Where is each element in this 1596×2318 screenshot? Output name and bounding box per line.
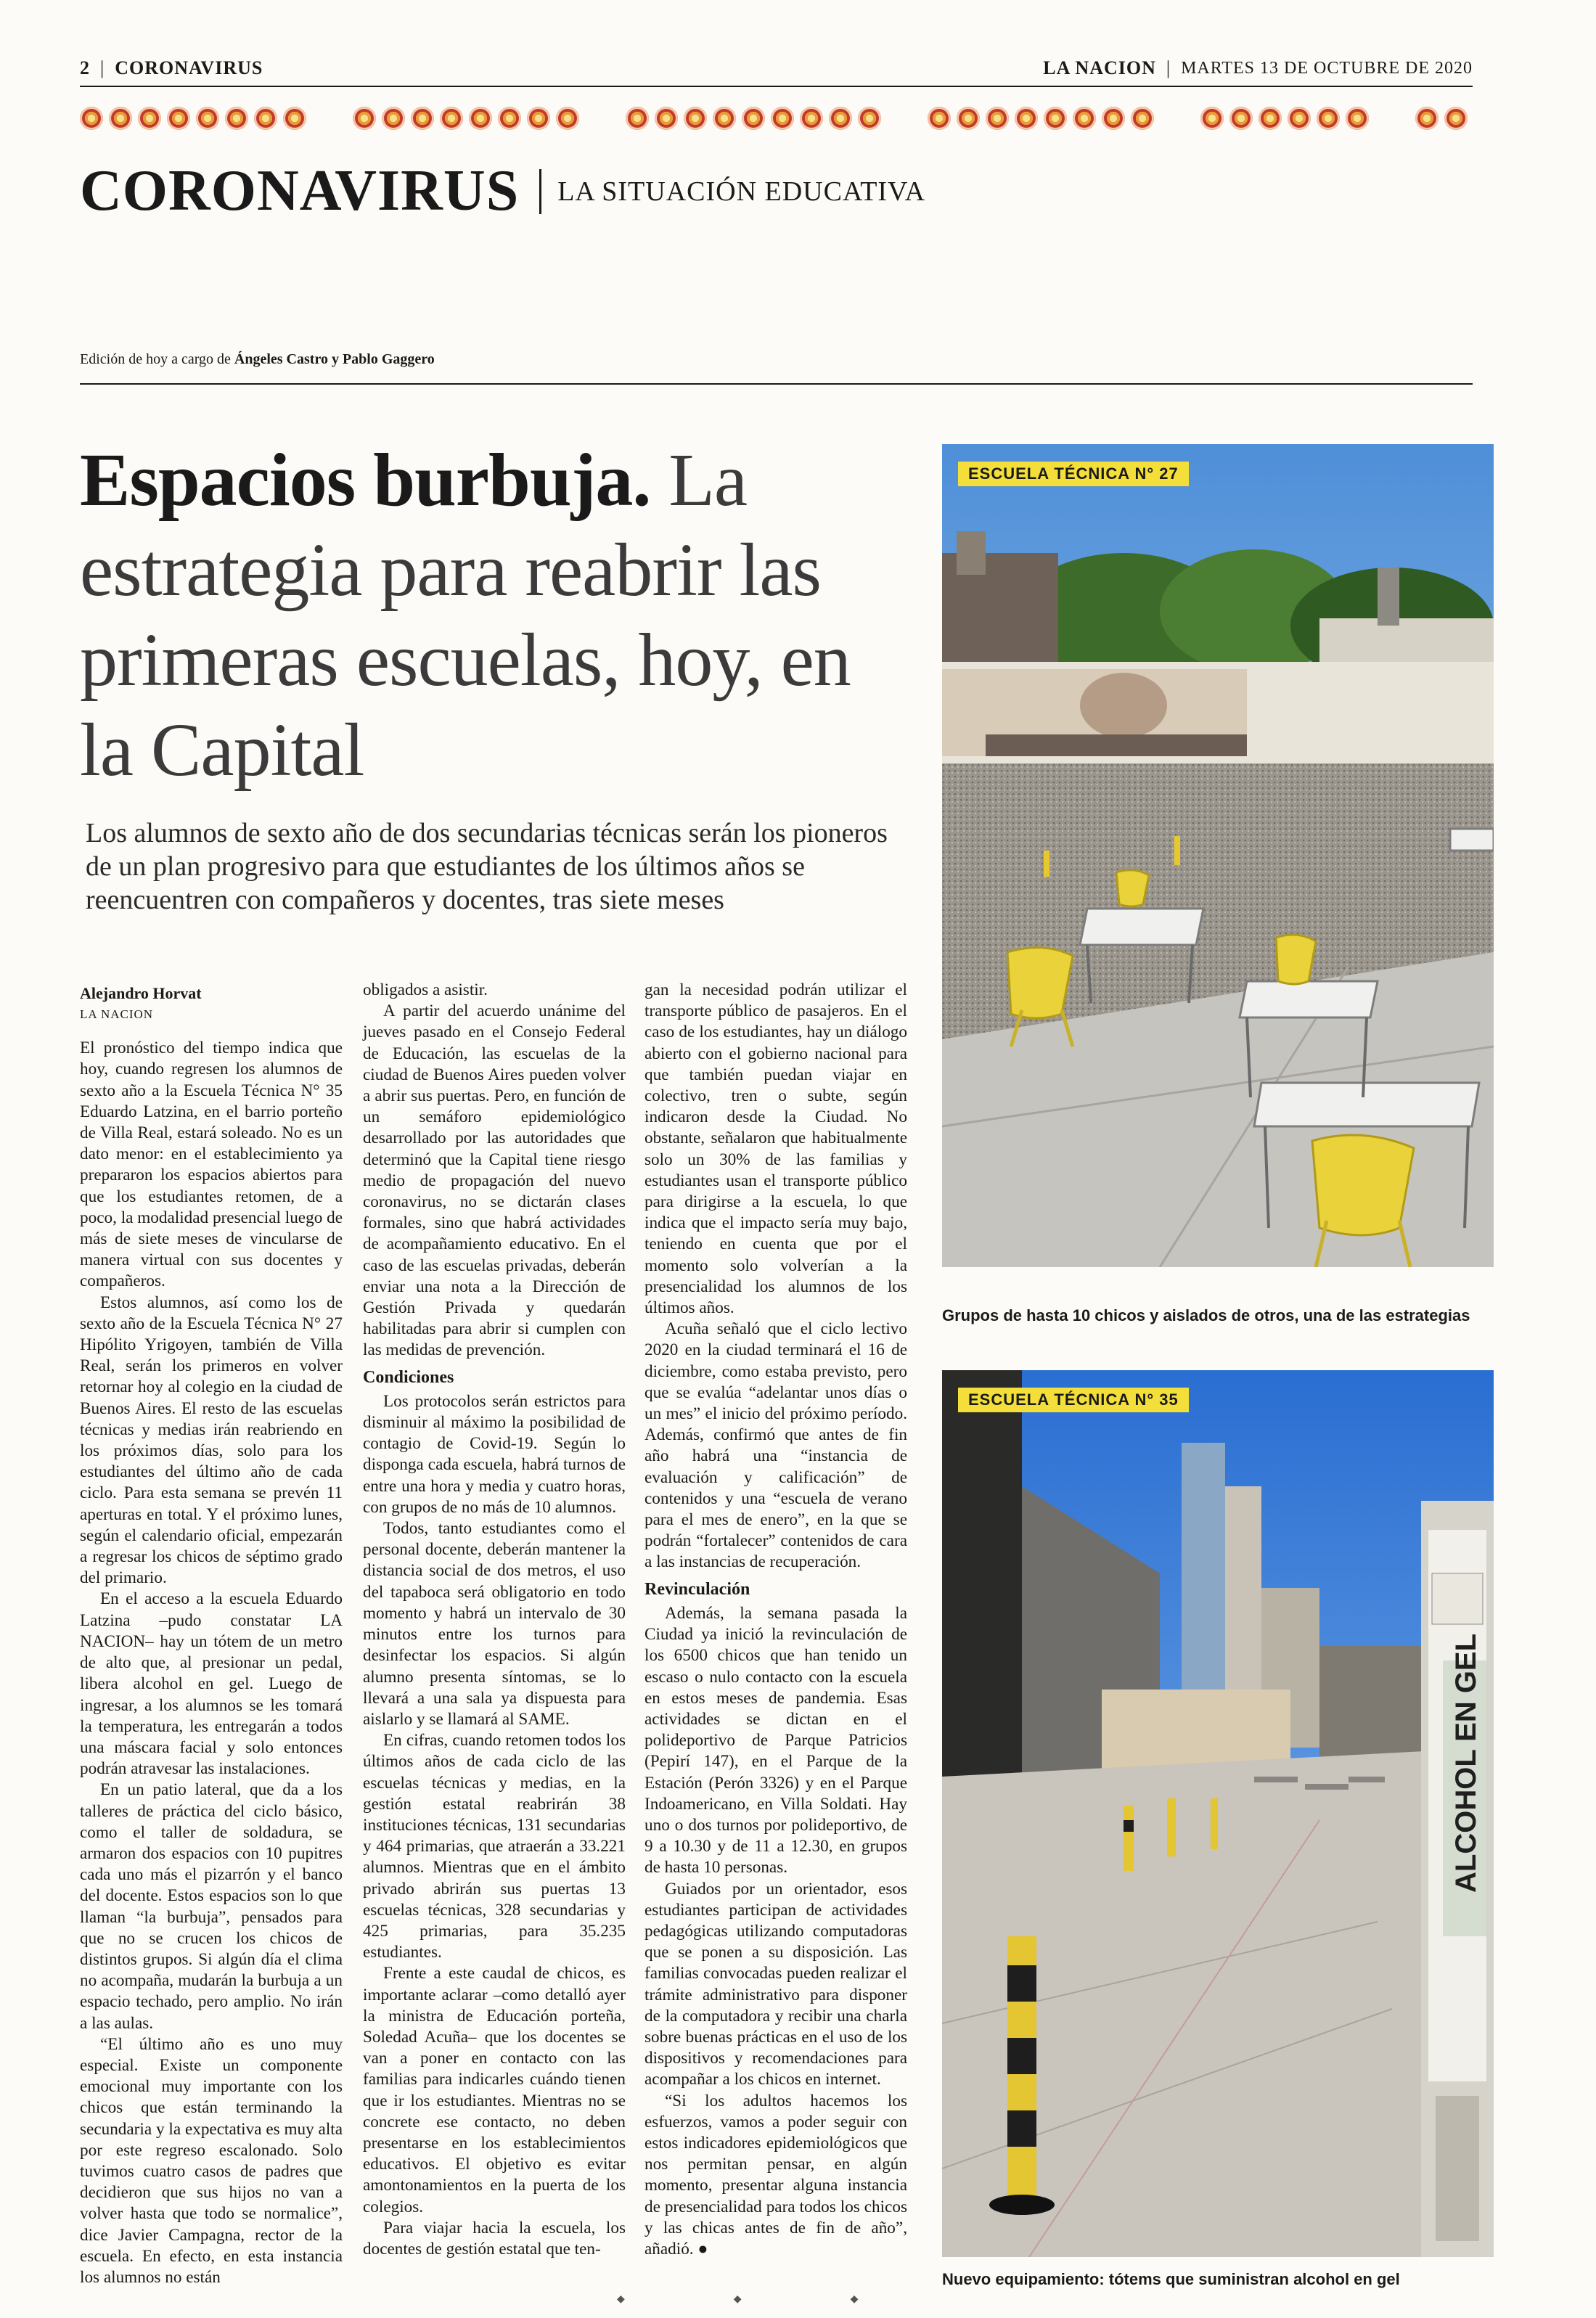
- header-section: CORONAVIRUS: [115, 57, 263, 78]
- band-spacer: [1160, 107, 1195, 130]
- virus-icon: [800, 107, 823, 130]
- virus-icon: [283, 107, 306, 130]
- editor-credit: [80, 351, 435, 368]
- virus-icon: [167, 107, 190, 130]
- virus-icon: [684, 107, 707, 130]
- article-column-2: [363, 980, 626, 2260]
- paragraph: A partir del acuerdo unánime del jueves pasado en el Consejo Federal de Educación, las escuelas de la ciudad de Buenos Aires pueden volver a abrir sus puertas. Pero, en función de un semáforo epidemiológico desarrollado por las autoridades que determinó que la Capital tiene riesgo medio de propagación del nuevo coronavirus, no se dictarán clases formales, sino que habrá actividades de acompañamiento educativo. En el caso de las escuelas privadas, deberán enviar una nota a la Dirección de Gestión Privada y quedarán habilitadas para abrir si cumplen con las medidas de prevención.: [363, 1002, 626, 1360]
- virus-icon: [1259, 107, 1282, 130]
- header-separator: |: [100, 57, 105, 78]
- paragraph: En el acceso a la escuela Eduardo Latzina –pudo constatar LA NACION– hay un tótem de un metro de alto que, al presionar un pedal, libera alcohol en gel. Luego de ingresar, a los alumnos se les tomará la temperatura, les entregarán a todos una máscara facial y solo entonces podrán atravesar las instalaciones.: [80, 1589, 343, 1779]
- photo-tag: ESCUELA TÉCNICA N° 27: [958, 462, 1189, 486]
- section-head: [80, 158, 925, 224]
- virus-icon: [1444, 107, 1468, 130]
- decorative-virus-band: [80, 98, 1473, 139]
- page-footer-ornaments: [617, 2293, 858, 2306]
- band-spacer: [1375, 107, 1409, 130]
- virus-icon: [527, 107, 550, 130]
- section-rule: [80, 383, 1473, 385]
- virus-icon: [1200, 107, 1224, 130]
- paragraph: Estos alumnos, así como los de sexto año de la Escuela Técnica N° 27 Hipólito Yrigoyen, también de Villa Real, serán los primeros en volver retornar hoy al colegio en la ciudad de Buenos Aires. El resto de las escuelas técnicas y medias irán reabriendo en los próximos días, solo para los estudiantes del último año de cada ciclo. Para esta semana se prevén 11 aperturas en total. Y el próximo lunes, según el calendario oficial, empezarán a regresar los chicos de séptimo grado del primario.: [80, 1293, 343, 1588]
- virus-icon: [1229, 107, 1253, 130]
- footer-mark: ◆: [850, 2294, 859, 2305]
- paragraph: Guiados por un orientador, esos estudiantes participan de actividades pedagógicas utilizando computadoras que se ponen a su disposición. Las familias convocadas pueden realizar el trámite administrativo para disponer de la computadora y recibir una charla sobre buenas prácticas en el uso de los dispositivos y recomendaciones para acompañar a los chicos en internet.: [644, 1879, 907, 2089]
- band-spacer: [585, 107, 620, 130]
- editor-names: Ángeles Castro y Pablo Gaggero: [234, 351, 435, 367]
- paragraph: obligados a asistir.: [363, 980, 488, 999]
- paragraph: Acuña señaló que el ciclo lectivo 2020 en la ciudad terminará el 16 de diciembre, como estaba previsto, pero que se evalúa “adelantar unos días o un mes” el inicio del próximo período. Además, confirmó que antes de fin año habrá una “instancia de evaluación y calificación” de contenidos y una “escuela de verano para el mes de enero”, en la que se podrán “fortalecer” contenidos de cara a las instancias de recuperación.: [644, 1319, 907, 1572]
- band-spacer: [312, 107, 347, 130]
- header-left: [80, 57, 263, 79]
- virus-icon: [928, 107, 951, 130]
- headline-rest: La estrategia para reabrir las primeras escuelas, hoy, en la Capital: [80, 438, 851, 792]
- paragraph: Para viajar hacia la escuela, los docentes de gestión estatal que ten-: [363, 2218, 626, 2258]
- virus-icon: [957, 107, 980, 130]
- paragraph: gan la necesidad podrán utilizar el transporte público de pasajeros. En el caso de los estudiantes, hay un diálogo abierto con el gobierno nacional para que también puedan viajar en colectivo, tren o subte, según indicaron desde la Ciudad. No obstante, señalaron que habitualmente solo un 30% de las familias y estudiantes usan el transporte público para dirigirse a la escuela, lo que indica que el impacto sería muy bajo, teniendo en cuenta que por el momento solo volverían a la presencialidad los alumnos de los últimos años.: [644, 980, 907, 1318]
- section-title: CORONAVIRUS: [80, 159, 520, 223]
- paragraph: “Si los adultos hacemos los esfuerzos, vamos a poder seguir con estos indicadores epidemiológicos que nos permitan pensar, en algún momento, presentar alguna instancia de presencialidad para todos los chicos y las chicas antes de fin de año”, añadió. ●: [644, 2091, 907, 2258]
- virus-icon: [1415, 107, 1439, 130]
- virus-icon: [655, 107, 678, 130]
- header-rule: [80, 86, 1473, 87]
- paragraph: “El último año es uno muy especial. Existe un componente emocional muy importante con los chicos que están terminando la secundaria y la expectativa es muy alta por este regreso escalonado. Solo tuvimos cuatro casos de padres que decidieron que sus hijos no van a volver hasta que todo se normalice”, dice Javier Campagna, rector de la escuela. En efecto, en esta instancia los alumnos no están: [80, 2034, 343, 2287]
- band-spacer: [887, 107, 922, 130]
- virus-icon: [1044, 107, 1067, 130]
- paragraph: Todos, tanto estudiantes como el personal docente, deberán mantener la distancia social de dos metros, el uso del tapaboca será obligatorio en todo momento y habrá un intervalo de 30 minutos entre los turnos para desinfectar los espacios. Si algún alumno presenta síntomas, se lo llevará a una sala ya dispuesta para aislarlo y se llamará al SAME.: [363, 1519, 626, 1729]
- article-column-1: [80, 983, 343, 2288]
- virus-icon: [1073, 107, 1096, 130]
- article-column-3: [644, 980, 907, 2260]
- virus-icon: [138, 107, 161, 130]
- courtyard-illustration: [942, 1370, 1494, 2257]
- virus-icon: [440, 107, 463, 130]
- virus-icon: [254, 107, 277, 130]
- deck: Los alumnos de sexto año de dos secundarias técnicas serán los pioneros de un plan progresivo para que estudiantes de los últimos años se reencuentren con compañeros y docentes, tras siete meses: [86, 818, 888, 915]
- headline-lead: Espacios burbuja.: [80, 438, 651, 522]
- virus-icon: [1102, 107, 1125, 130]
- virus-icon: [626, 107, 649, 130]
- virus-icon: [411, 107, 434, 130]
- virus-icon: [1015, 107, 1038, 130]
- virus-icon: [1131, 107, 1154, 130]
- virus-icon: [1288, 107, 1311, 130]
- photo-caption: Nuevo equipamiento: tótems que suministran alcohol en gel: [942, 2270, 1400, 2288]
- virus-icon: [196, 107, 219, 130]
- section-divider: [539, 169, 541, 214]
- page-header: [80, 54, 1473, 83]
- byline-author: Alejandro Horvat: [80, 984, 202, 1002]
- photo-courtyard-totem: [942, 1370, 1494, 2257]
- subheading: Revinculación: [644, 1579, 750, 1599]
- virus-icon: [771, 107, 794, 130]
- virus-icon: [742, 107, 765, 130]
- photo-schoolyard: [942, 444, 1494, 1267]
- virus-icon: [109, 107, 132, 130]
- totem-sign-text: ALCOHOL EN GEL: [1450, 1633, 1482, 1893]
- footer-mark: ◆: [733, 2294, 742, 2305]
- photo-tag: ESCUELA TÉCNICA N° 35: [958, 1388, 1189, 1412]
- virus-icon: [1346, 107, 1369, 130]
- paragraph: El pronóstico del tiempo indica que hoy, cuando regresen los alumnos de sexto año a la Escuela Técnica N° 35 Eduardo Latzina, en el barrio porteño de Villa Real, estará soleado. No es un dato menor: en el establecimiento ya prepararon los espacios abiertos para que los estudiantes retomen, de a poco, la modalidad presencial luego de más de siete meses de vincularse de manera virtual con sus docentes y compañeros.: [80, 1039, 343, 1291]
- virus-icon: [713, 107, 736, 130]
- subheading: Condiciones: [363, 1367, 454, 1387]
- byline-outlet: LA NACION: [80, 1007, 154, 1021]
- header-right: [1043, 57, 1473, 79]
- virus-icon: [382, 107, 405, 130]
- virus-icon: [469, 107, 492, 130]
- page-number: 2: [80, 57, 90, 78]
- header-separator: |: [1166, 57, 1171, 78]
- virus-icon: [498, 107, 521, 130]
- editor-prefix: Edición de hoy a cargo de: [80, 351, 234, 367]
- photo-caption: Grupos de hasta 10 chicos y aislados de otros, una de las estrategias: [942, 1306, 1470, 1324]
- virus-icon: [353, 107, 376, 130]
- virus-icon: [556, 107, 579, 130]
- schoolyard-illustration: [942, 444, 1494, 1267]
- paragraph: Frente a este caudal de chicos, es importante aclarar –como detalló ayer la ministra de Educación porteña, Soledad Acuña– que los docentes se van a poner en contacto con las familias para indicarles cuándo tienen que ir los estudiantes. Mientras no se concrete ese contacto, no deben presentarse en los establecimientos educativos. El objetivo es evitar amontonamientos en la puerta de los colegios.: [363, 1964, 626, 2216]
- virus-icon: [225, 107, 248, 130]
- headline: [80, 435, 907, 795]
- section-subtitle: LA SITUACIÓN EDUCATIVA: [557, 176, 926, 207]
- virus-icon: [858, 107, 881, 130]
- paragraph: En cifras, cuando retomen todos los últimos años de cada ciclo de las escuelas técnicas y medias, en la gestión estatal reabrirán 38 instituciones técnicas, 131 secundarias y 464 primarias, que atraerán a 33.221 alumnos. Mientras que en el ámbito privado abrirán sus puertas 13 escuelas técnicas, 328 secundarias y 425 primarias, para 35.235 estudiantes.: [363, 1731, 626, 1962]
- virus-icon: [986, 107, 1009, 130]
- virus-icon: [1317, 107, 1340, 130]
- paragraph: En un patio lateral, que da a los talleres de práctica del ciclo básico, como el taller de soldadura, se armaron dos espacios con 10 pupitres cada uno más el pizarrón y el banco del docente. Estos espacios son lo que llaman “la burbuja”, pensados para que no se crucen los chicos de distintos grupos. Si algún día el clima no acompaña, mudarán la burbuja a un espacio techado, pero amplio. No irán a las aulas.: [80, 1780, 343, 2033]
- paper-name: LA NACION: [1043, 57, 1156, 78]
- paragraph: Además, la semana pasada la Ciudad ya inició la revinculación de los 6500 chicos que han tenido un escaso o nulo contacto con la escuela en estos meses de pandemia. Esas actividades se dictan en el polideportivo de Parque Patricios (Pepirí 147), en el Parque de la Estación (Perón 3326) y en el Parque Indoamericano, en Villa Soldati. Hay uno o dos turnos por polideportivo, de 9 a 10.30 y de 11 a 12.30, en grupos de hasta 10 personas.: [644, 1603, 907, 1877]
- footer-mark: ◆: [617, 2294, 625, 2305]
- paragraph: Los protocolos serán estrictos para disminuir al máximo la posibilidad de contagio de Covid-19. Según lo disponga cada escuela, habrá turnos de entre una hora y media y cuatro horas, con grupos de no más de 10 alumnos.: [363, 1391, 626, 1517]
- virus-icon: [80, 107, 103, 130]
- virus-icon: [829, 107, 852, 130]
- issue-date: MARTES 13 DE OCTUBRE DE 2020: [1181, 58, 1473, 78]
